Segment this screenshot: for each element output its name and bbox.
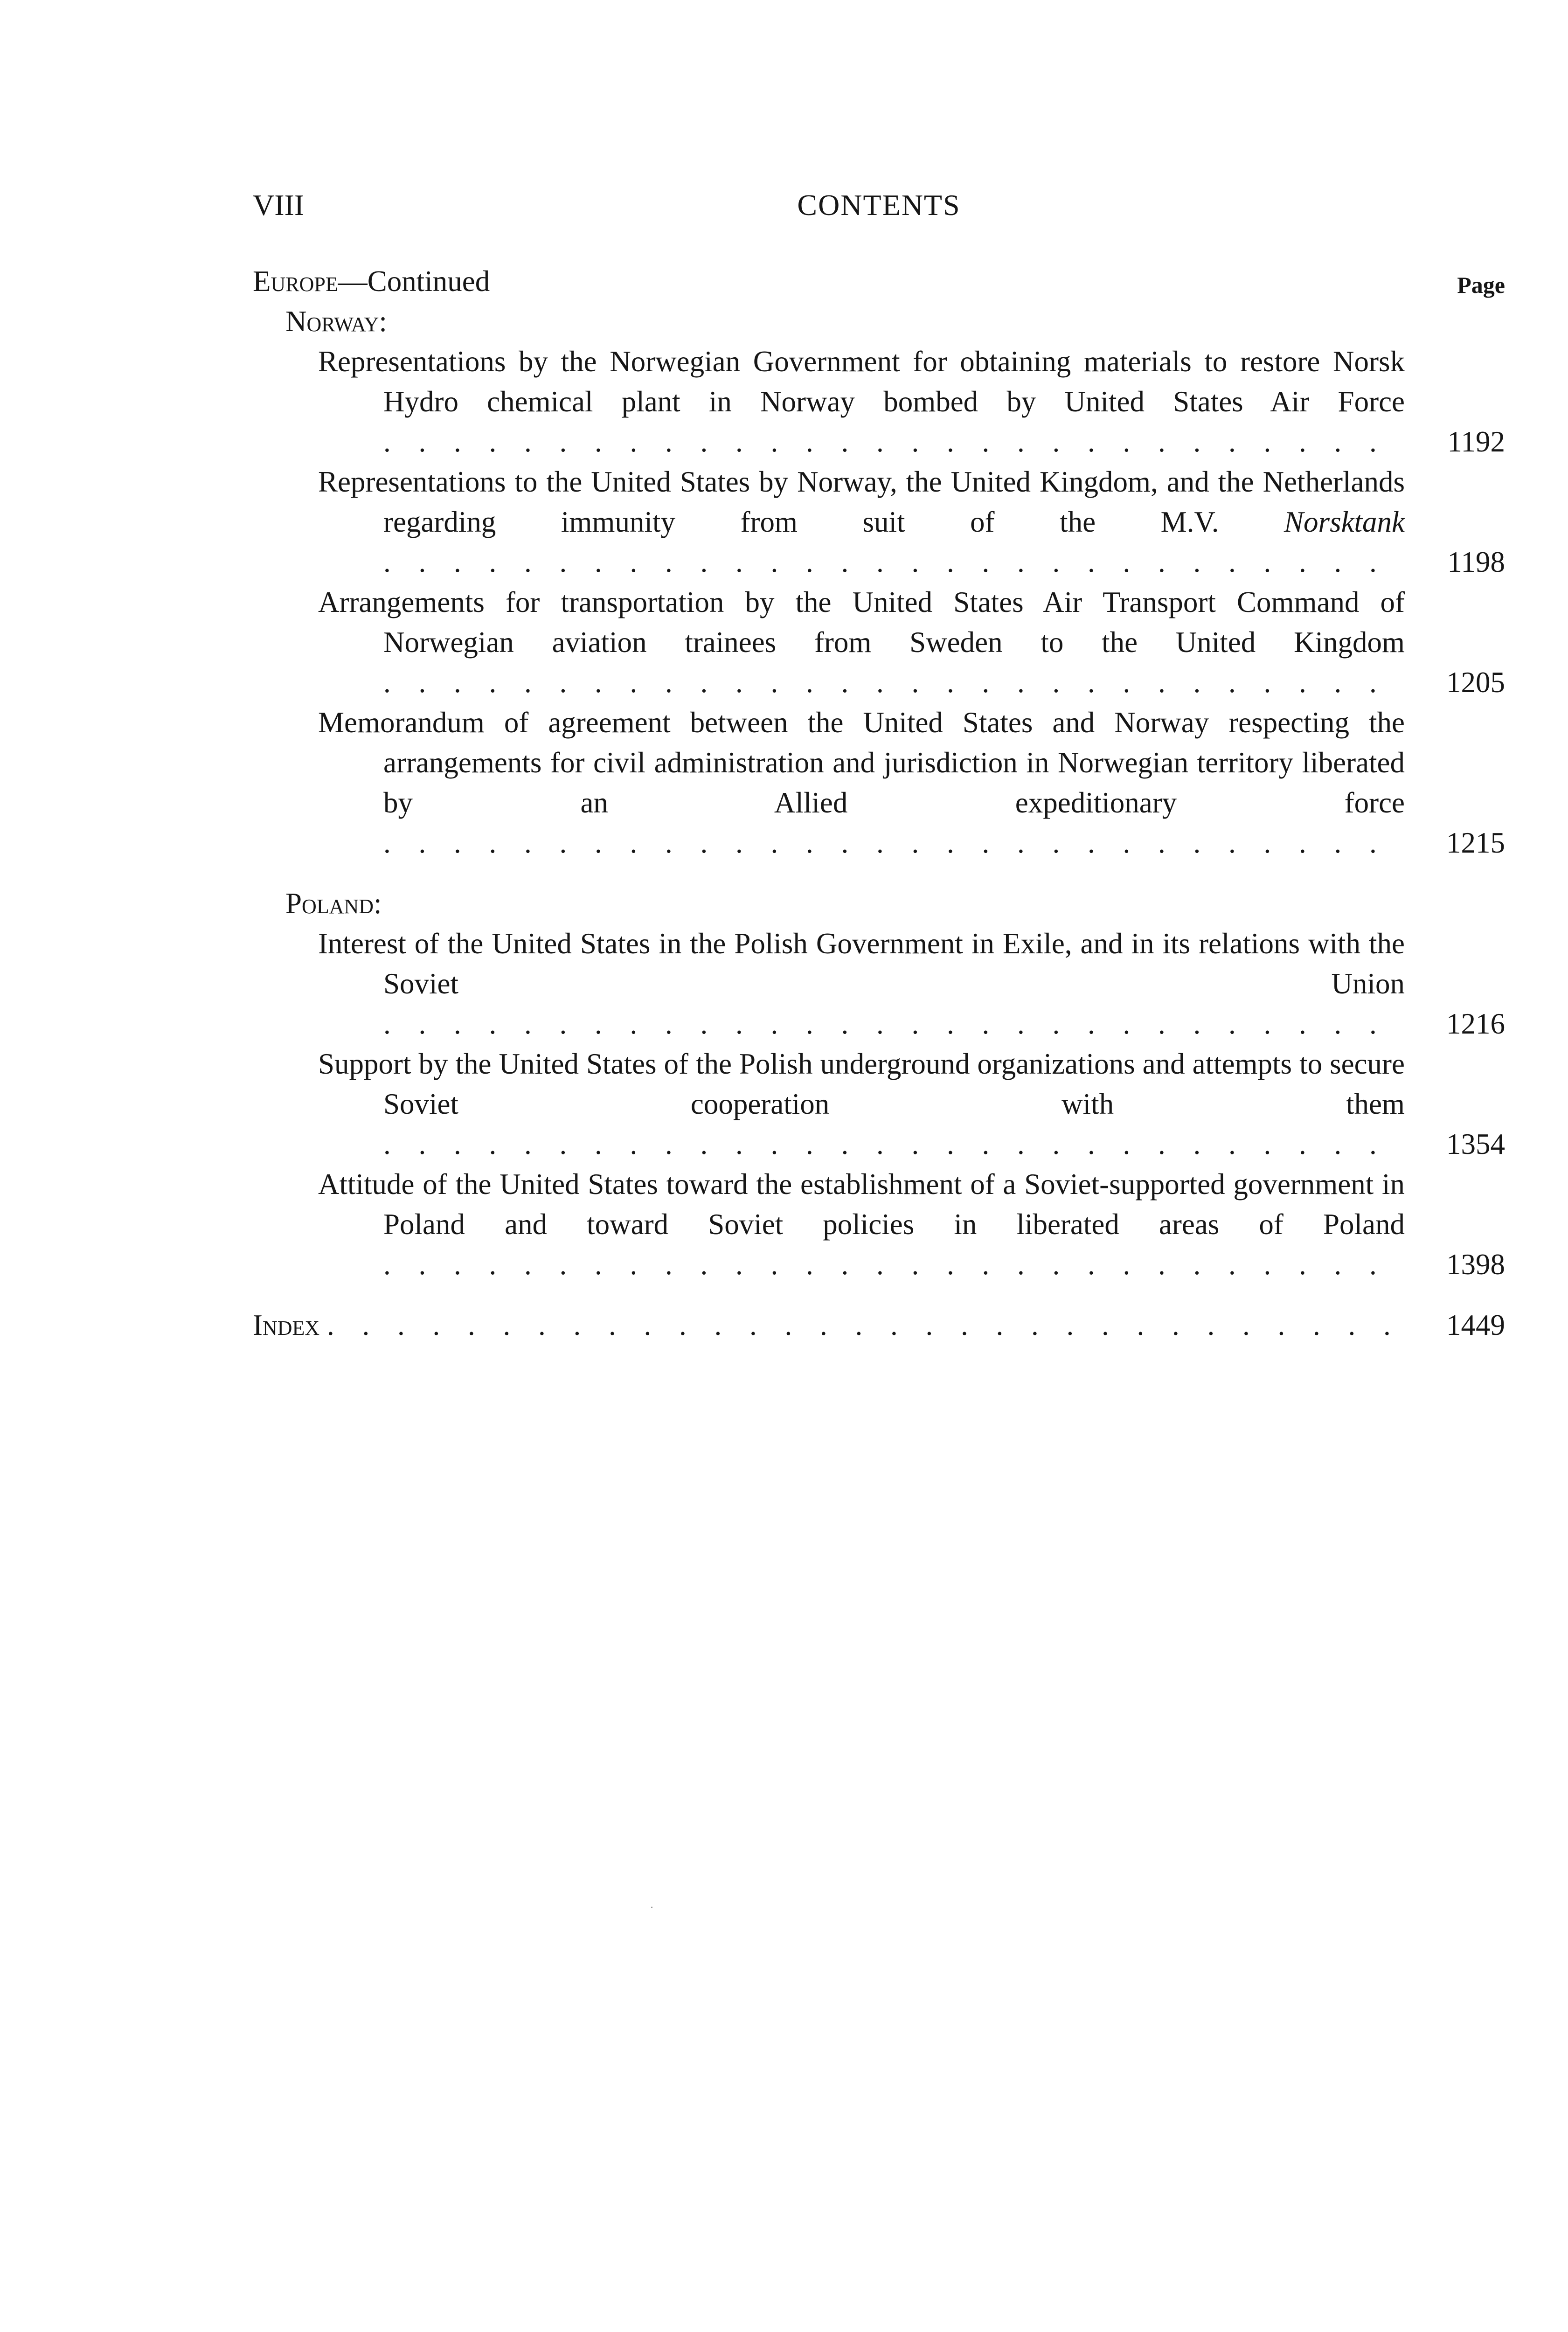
toc-entry[interactable] [253,462,1505,582]
region-name: Europe [253,265,338,298]
dot-leader: . . . . . . . . . . . . . . . . . . . . . . . . . . . . . [383,1007,1387,1040]
ship-name: Norsktank [1284,506,1405,538]
running-title: CONTENTS [797,188,961,222]
region-continued: —Continued [338,265,490,298]
running-header [253,184,1505,226]
dot-leader: . . . . . . . . . . . . . . . . . . . . . . . . . . . . . [383,546,1387,578]
toc-entry-title: Attitude of the United States toward the establishment of a Soviet-supported government in Poland and toward Soviet policies in liberated areas of Poland [318,1168,1405,1241]
toc-entry-page: 1198 [1447,546,1505,578]
dot-leader: . . . . . . . . . . . . . . . . . . . . . . . . . . . . . . . [326,1309,1401,1341]
toc-entry-page: 1354 [1446,1128,1505,1160]
toc-entry-page: 1215 [1446,826,1505,859]
page-folio: VIII [253,188,305,222]
dot-leader: . . . . . . . . . . . . . . . . . . . . . . . . . . . . . [383,1248,1387,1281]
dot-leader: . . . . . . . . . . . . . . . . . . . . . . . . . . . . . [383,1128,1387,1160]
toc-entry[interactable] [253,1164,1505,1284]
toc-entry-title: Arrangements for transportation by the United States Air Transport Command of Norwegian aviation trainees from Sweden to the United Kingdom [318,586,1405,659]
toc-entry[interactable] [253,341,1505,462]
index-page: 1449 [1446,1309,1505,1341]
toc-entry-title: Support by the United States of the Polish underground organizations and attempts to secure Soviet cooperation with them [318,1048,1405,1120]
dot-leader: . . . . . . . . . . . . . . . . . . . . . . . . . . . . . [383,826,1387,859]
toc-entry-page: 1216 [1446,1007,1505,1040]
contents-list [253,261,1505,1345]
region-heading-row [253,261,1505,301]
index-entry[interactable] [253,1305,1505,1345]
toc-entry[interactable] [253,923,1505,1044]
country-heading-norway [285,301,1505,341]
toc-entry-title: Memorandum of agreement between the United States and Norway respecting the arrangements for civil administration and jurisdiction in Norwegian territory liberated by an Allied expeditionary force [318,706,1405,819]
toc-entry[interactable] [253,582,1505,702]
toc-entry-title: Representations to the United States by Norway, the United Kingdom, and the Netherlands regarding immunity from suit of the M.V. [318,465,1405,538]
dot-leader: . . . . . . . . . . . . . . . . . . . . . . . . . . . . . [383,666,1387,699]
toc-entry-page: 1205 [1446,666,1505,699]
country-name: Poland [285,887,374,920]
page-column-label: Page [1457,272,1505,298]
toc-entry[interactable] [253,1044,1505,1164]
country-colon: : [379,305,387,338]
country-colon: : [374,887,382,920]
scan-speck [651,1907,652,1908]
toc-entry-title: Representations by the Norwegian Government for obtaining materials to restore Norsk Hydro chemical plant in Norway bombed by United States Air Force [318,345,1405,418]
toc-entry[interactable] [253,702,1505,863]
dot-leader: . . . . . . . . . . . . . . . . . . . . . . . . . . . . . [383,425,1387,458]
toc-entry-page: 1398 [1446,1248,1505,1281]
toc-entry-page: 1192 [1447,425,1505,458]
country-heading-poland [285,883,1505,923]
toc-entry-title: Interest of the United States in the Polish Government in Exile, and in its relations with the Soviet Union [318,927,1405,1000]
index-label: Index [253,1309,320,1341]
country-name: Norway [285,305,379,338]
